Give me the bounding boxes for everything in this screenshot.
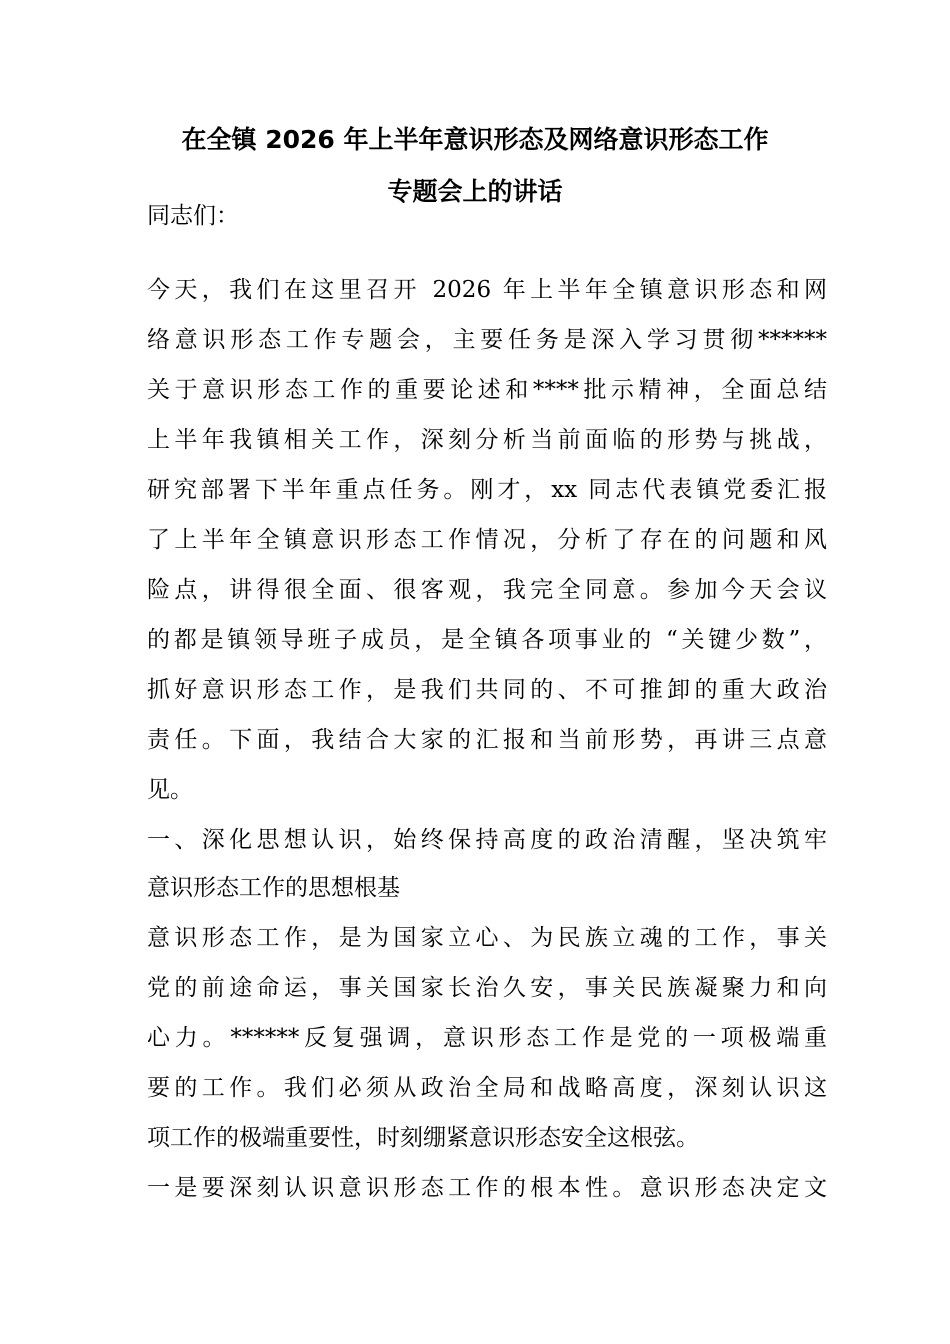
section-heading-line: 一、深化思想认识，始终保持高度的政治清醒，坚决筑牢 xyxy=(147,827,827,853)
document-title-line-2: 专题会上的讲话 xyxy=(387,177,563,206)
body-line: 项工作的极端重要性，时刻绷紧意识形态安全这根弦。 xyxy=(147,1125,699,1151)
body-line: 险点，讲得很全面、很客观，我完全同意。参加今天会议 xyxy=(147,577,827,603)
body-line: 意识形态工作，是为国家立心、为民族立魂的工作，事关 xyxy=(147,925,827,951)
body-line: 关于意识形态工作的重要论述和****批示精神，全面总结 xyxy=(147,377,827,403)
body-line: 心力。******反复强调，意识形态工作是党的一项极端重 xyxy=(147,1025,827,1051)
body-line: 的都是镇领导班子成员，是全镇各项事业的 “关键少数”， xyxy=(147,627,827,653)
body-line: 见。 xyxy=(147,777,193,803)
body-line: 了上半年全镇意识形态工作情况，分析了存在的问题和风 xyxy=(147,527,827,553)
body-line: 研究部署下半年重点任务。刚才，xx 同志代表镇党委汇报 xyxy=(147,477,827,503)
body-line: 今天，我们在这里召开 2026 年上半年全镇意识形态和网 xyxy=(147,277,827,303)
body-line: 要的工作。我们必须从政治全局和战略高度，深刻认识这 xyxy=(147,1075,827,1101)
body-line: 一是要深刻认识意识形态工作的根本性。意识形态决定文 xyxy=(147,1175,827,1201)
document-title-line-1: 在全镇 2026 年上半年意识形态及网络意识形态工作 xyxy=(181,125,769,154)
section-heading-line: 意识形态工作的思想根基 xyxy=(147,875,400,901)
body-line: 党的前途命运，事关国家长治久安，事关民族凝聚力和向 xyxy=(147,975,827,1001)
body-line: 责任。下面，我结合大家的汇报和当前形势，再讲三点意 xyxy=(147,727,827,753)
body-line: 络意识形态工作专题会，主要任务是深入学习贯彻****** xyxy=(147,327,827,353)
body-line: 上半年我镇相关工作，深刻分析当前面临的形势与挑战， xyxy=(147,427,827,453)
salutation: 同志们： xyxy=(147,203,239,229)
body-line: 抓好意识形态工作，是我们共同的、不可推卸的重大政治 xyxy=(147,677,827,703)
